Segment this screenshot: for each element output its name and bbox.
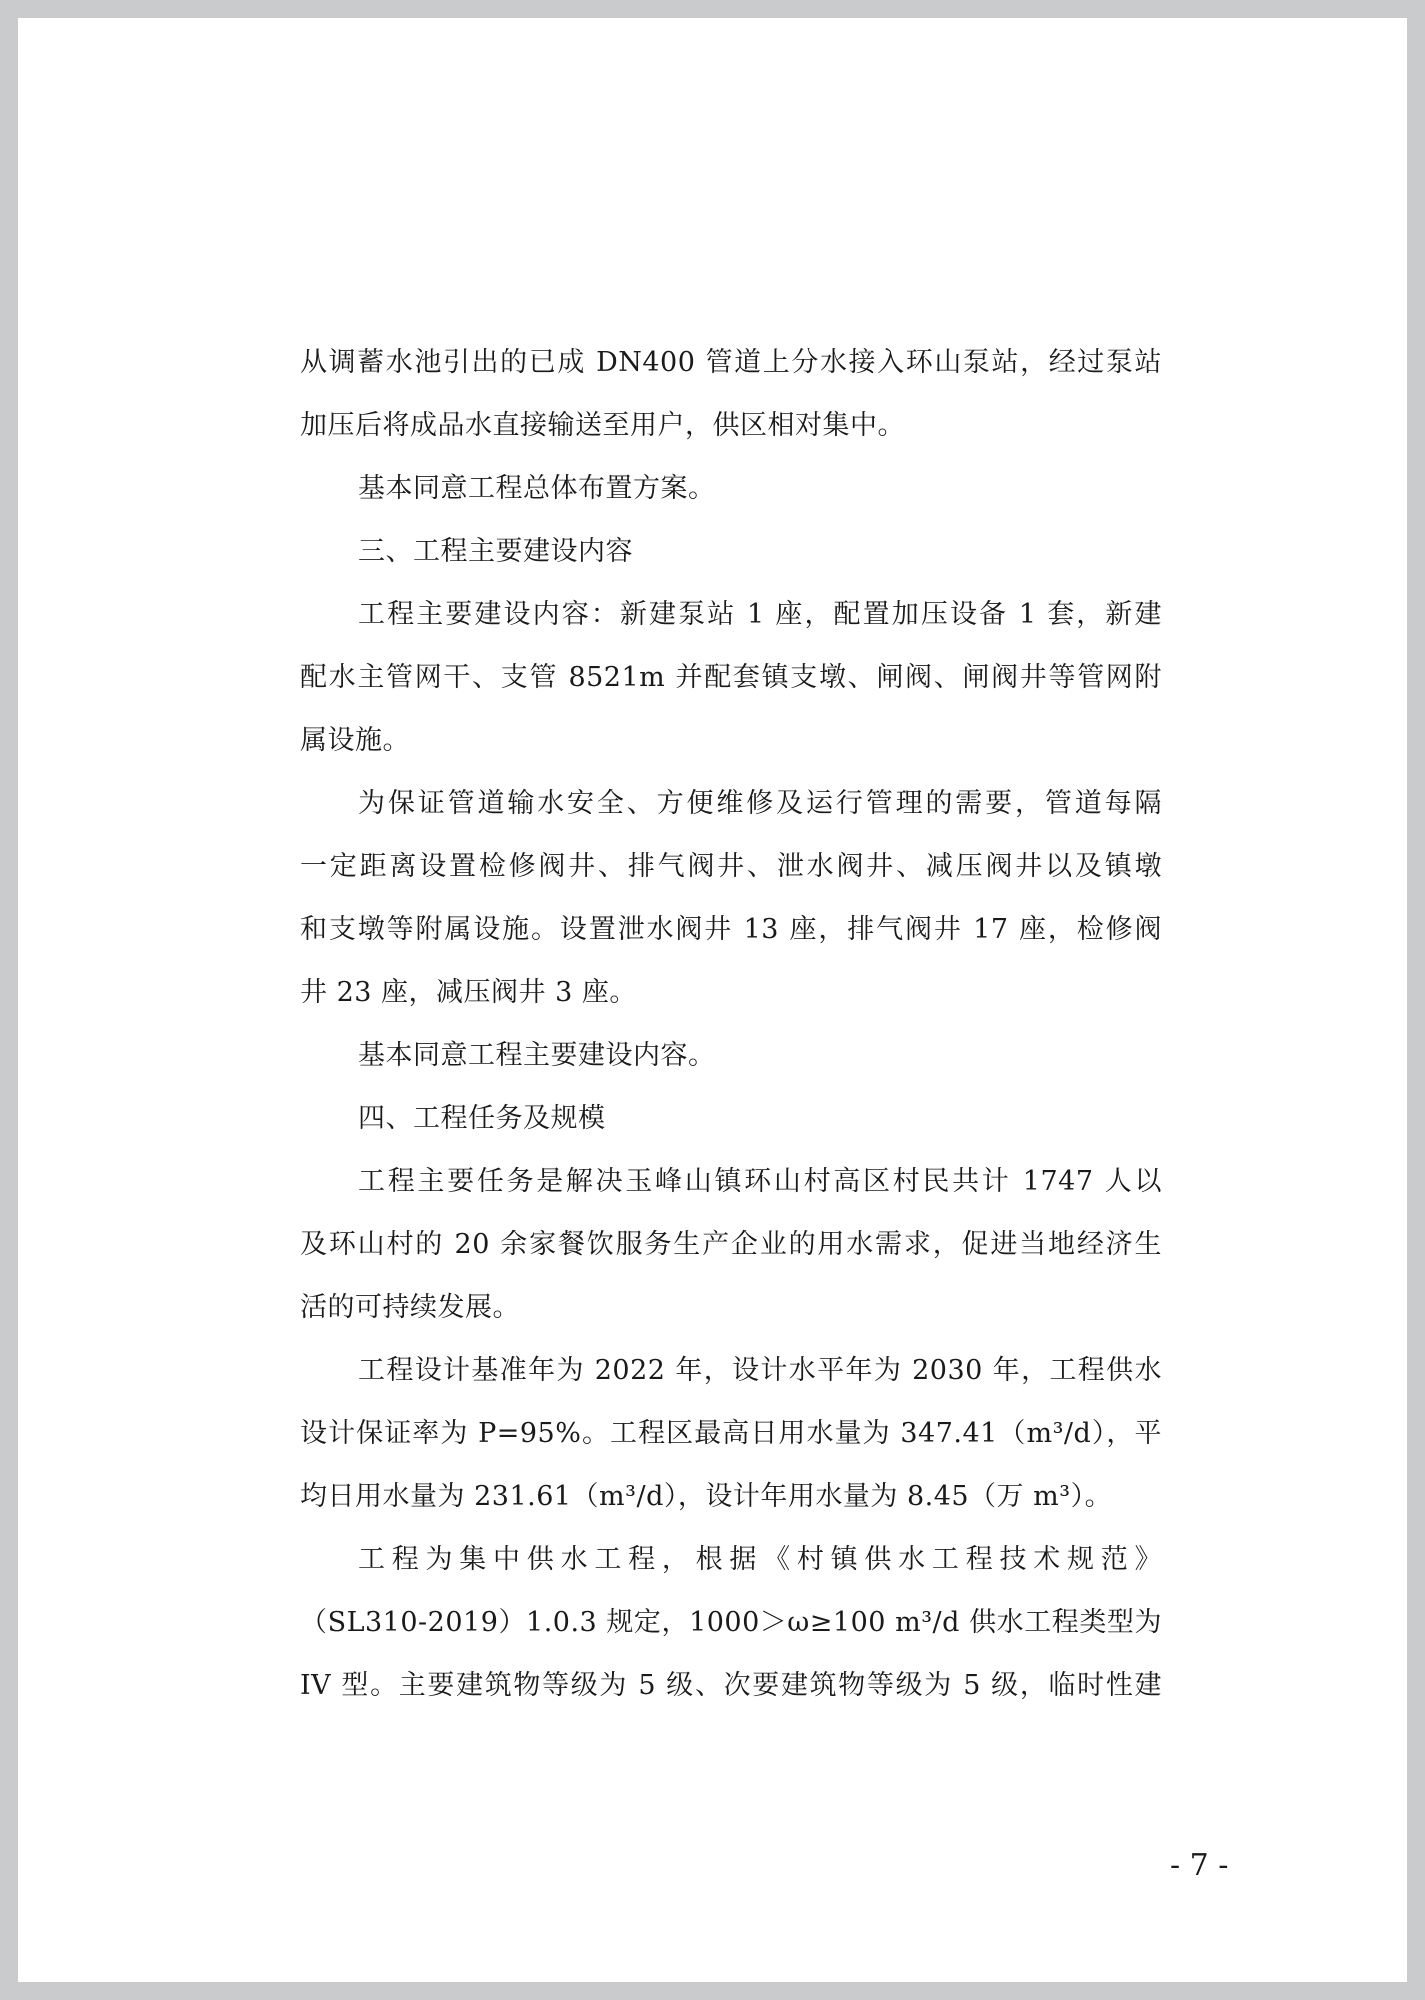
text-line: 配水主管网干、支管 8521m 并配套镇支墩、闸阀、闸阀井等管网附 xyxy=(300,662,1162,693)
text-line: 井 23 座，减压阀井 3 座。 xyxy=(300,977,637,1008)
text-line: 工程主要建设内容：新建泵站 1 座，配置加压设备 1 套，新建 xyxy=(358,599,1162,630)
document-page xyxy=(18,18,1407,1982)
text-line: 和支墩等附属设施。设置泄水阀井 13 座，排气阀井 17 座，检修阀 xyxy=(300,914,1162,945)
text-line: 为保证管道输水安全、方便维修及运行管理的需要，管道每隔 xyxy=(358,788,1162,819)
text-line: 工程主要任务是解决玉峰山镇环山村高区村民共计 1747 人以 xyxy=(358,1166,1162,1197)
text-line: 基本同意工程主要建设内容。 xyxy=(358,1040,716,1071)
text-line: IV 型。主要建筑物等级为 5 级、次要建筑物等级为 5 级，临时性建 xyxy=(300,1670,1162,1701)
text-line: （SL310-2019）1.0.3 规定，1000＞ω≥100 m³/d 供水工程类型为 xyxy=(300,1607,1162,1638)
text-line: 属设施。 xyxy=(300,725,410,756)
text-line: 从调蓄水池引出的已成 DN400 管道上分水接入环山泵站，经过泵站 xyxy=(300,347,1162,378)
text-line: 及环山村的 20 余家餐饮服务生产企业的用水需求，促进当地经济生 xyxy=(300,1229,1162,1260)
section-heading: 四、工程任务及规模 xyxy=(358,1103,606,1134)
text-line: 一定距离设置检修阀井、排气阀井、泄水阀井、减压阀井以及镇墩 xyxy=(300,851,1162,882)
section-heading: 三、工程主要建设内容 xyxy=(358,536,633,567)
text-line: 加压后将成品水直接输送至用户，供区相对集中。 xyxy=(300,410,905,441)
text-line: 活的可持续发展。 xyxy=(300,1292,520,1323)
text-line: 设计保证率为 P=95%。工程区最高日用水量为 347.41（m³/d），平 xyxy=(300,1418,1162,1449)
text-line: 工程为集中供水工程，根据《村镇供水工程技术规范》 xyxy=(358,1544,1162,1575)
page-number: - 7 - xyxy=(1170,1848,1229,1883)
text-line: 工程设计基准年为 2022 年，设计水平年为 2030 年，工程供水 xyxy=(358,1355,1162,1386)
text-line: 均日用水量为 231.61（m³/d），设计年用水量为 8.45（万 m³）。 xyxy=(300,1481,1113,1512)
text-line: 基本同意工程总体布置方案。 xyxy=(358,473,716,504)
